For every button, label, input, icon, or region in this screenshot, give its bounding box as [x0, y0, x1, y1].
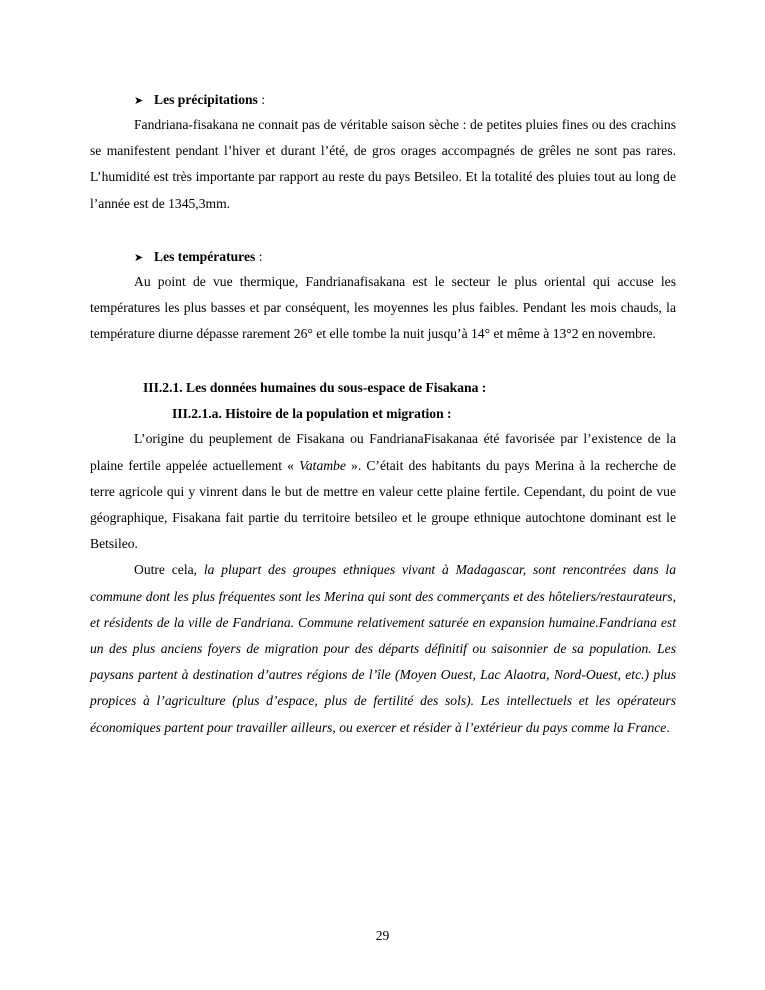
subsection-heading-history: III.2.1.a. Histoire de la population et migration : — [172, 406, 452, 422]
paragraph-origin-part1: L’origine du peuplement de Fisakana ou FandrianaFisakanaa été favorisée par l’existence de la plaine fertile appelée actuellement « — [90, 431, 676, 473]
paragraph-origin — [90, 426, 676, 557]
paragraph-ethnic-groups — [90, 557, 676, 740]
paragraph-ethnic-end: . — [666, 719, 670, 735]
heading-precipitations-suffix: : — [257, 92, 266, 107]
arrow-bullet-icon: ➤ — [134, 94, 144, 107]
arrow-bullet-icon: ➤ — [134, 250, 144, 264]
section-heading-human-data: III.2.1. Les données humaines du sous-espace de Fisakana : — [143, 380, 487, 396]
heading-temperatures-label: Les températures — [154, 248, 256, 264]
paragraph-origin-italic: Vatambe — [299, 457, 346, 473]
spacer — [90, 347, 676, 374]
heading-precipitations — [134, 87, 676, 112]
paragraph-ethnic-lead: Outre cela, — [134, 562, 204, 578]
heading-precipitations-label: Les précipitations — [154, 92, 258, 107]
spacer — [90, 217, 676, 244]
paragraph-ethnic-italic: la plupart des groupes ethniques vivant à Madagascar, sont rencontrées dans la commune dont les plus fréquentes sont les Merina qui sont des commerçants et des hôteliers/restaurateurs, et résidents de la ville de Fandriana. Commune relativement saturée en expansion humaine.Fandriana est un des plus anciens foyers de migration pour des départs définitif ou saisonnier de sa population. Les paysans partent à destination d’autres régions de l’île (Moyen Ouest, Lac Alaotra, Nord-Ouest, etc.) plus propices à l’agriculture (plus d’espace, plus de fertilité des sols). Les intellectuels et les opérateurs économiques partent pour travailler ailleurs, ou exercer et résider à l’extérieur du pays comme la France — [90, 562, 676, 735]
page-content — [90, 87, 676, 741]
paragraph-temperatures: Au point de vue thermique, Fandrianafisakana est le secteur le plus oriental qui accuse les températures les plus basses et par conséquent, les moyennes les plus faibles. Pendant les mois chauds, la température diurne dépasse rarement 26° et elle tombe la nuit jusqu’à 14° et même à 13°2 en novembre. — [90, 273, 676, 342]
paragraph-origin-part2: ». C’était des habitants du pays Merina à la recherche de terre agricole qui y vinrent dans le but de mettre en valeur cette plaine fertile. Cependant, du point de vue géographique, Fisakana fait partie du territoire betsileo et le groupe ethnique autochtone dominant est le Betsileo. — [90, 457, 676, 552]
heading-temperatures — [134, 244, 676, 269]
page-number: 29 — [375, 928, 390, 943]
heading-temperatures-suffix: : — [255, 248, 263, 264]
paragraph-precipitations: Fandriana-fisakana ne connait pas de véritable saison sèche : de petites pluies fines ou des crachins se manifestent pendant l’hiver et durant l’été, de gros orages accompagnés de grêles ne sont pas rares. L’humidité est très importante par rapport au reste du pays Betsileo. Et la totalité des pluies tout au long de l’année est de 1345,3mm. — [90, 117, 676, 211]
